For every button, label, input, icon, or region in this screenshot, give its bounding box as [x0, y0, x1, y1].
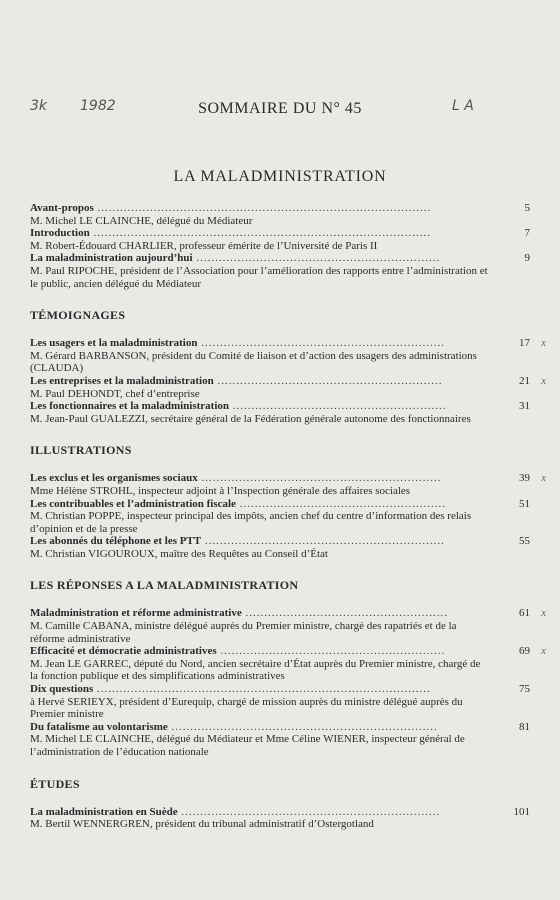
page-number: 7	[524, 227, 530, 240]
entry-heading-line	[30, 645, 546, 658]
entry-heading-line	[30, 337, 546, 350]
entry-author: M. Robert-Édouard CHARLIER, professeur émérite de l’Université de Paris II	[30, 239, 378, 252]
leader-dots: .......................................................................	[167, 720, 438, 733]
toc-entry	[30, 337, 546, 375]
entry-author: M. Jean-Paul GUALEZZI, secrétaire général de la Fédération générale autonome des fonctionnaires	[30, 412, 471, 425]
handwritten-note: 3k	[30, 98, 48, 114]
entry-heading-line	[30, 400, 530, 413]
toc-entry	[30, 806, 530, 831]
toc-section	[30, 308, 546, 425]
entry-title: Les exclus et les organismes sociaux	[30, 472, 198, 485]
entry-author: à Hervé SERIEYX, président d’Eurequip, chargé de mission auprès du ministre délégué auprès du Premier ministre	[30, 695, 463, 721]
entry-heading-line	[30, 806, 530, 819]
section-title: LES RÉPONSES A LA MALADMINISTRATION	[30, 578, 299, 593]
entry-title: Du fatalisme au volontarisme	[30, 720, 168, 733]
handwritten-check-mark: x	[541, 337, 546, 350]
toc-entry	[30, 607, 546, 645]
page-number: 21	[519, 374, 530, 387]
entry-author: M. Christian POPPE, inspecteur principal des impôts, ancien chef du centre d’information des relais d’opinion et de la presse	[30, 510, 472, 535]
entry-heading-line	[30, 374, 546, 388]
entry-author: M. Paul DEHONDT, chef d’entreprise	[30, 387, 200, 400]
toc-entry	[30, 374, 546, 400]
entry-title: Les usagers et la maladministration	[30, 337, 198, 350]
page-number: 101	[513, 805, 530, 818]
leader-dots: .........................................................................................	[93, 683, 431, 696]
leader-dots: ................................................................	[197, 472, 442, 485]
toc-entry	[30, 472, 546, 497]
toc-entry	[30, 645, 546, 683]
page-number: 61	[519, 607, 530, 620]
page-number: 51	[519, 497, 530, 510]
page-number: 55	[519, 535, 530, 548]
table-of-contents	[30, 200, 546, 849]
entry-title: Maladministration et réforme administrative	[30, 607, 242, 620]
page-number: 75	[519, 683, 530, 696]
entry-author: M. Jean LE GARREC, député du Nord, ancien secrétaire d’État auprès du Premier ministre, chargé de la fonction publique et des simplifications administratives	[30, 657, 481, 683]
leader-dots: .........................................................	[229, 400, 447, 413]
toc-entry	[30, 202, 530, 227]
page-number: 81	[519, 720, 530, 733]
toc-entry	[30, 252, 530, 290]
handwritten-note: L A	[452, 98, 474, 114]
entry-heading-line	[30, 683, 530, 696]
toc-section	[30, 443, 546, 560]
page-number: 39	[519, 472, 530, 485]
leader-dots: .................................................................	[192, 252, 441, 265]
toc-section	[30, 202, 530, 290]
leader-dots: ................................................................	[201, 535, 445, 548]
entry-title: La maladministration aujourd’hui	[30, 252, 193, 265]
toc-entry	[30, 227, 530, 252]
entry-heading-line	[30, 202, 530, 215]
entry-title: Les abonnés du téléphone et les PTT	[30, 535, 202, 548]
entry-author: M. Paul RIPOCHE, président de l’Association pour l’amélioration des rapports entre l’administration et le public, ancien délégué du Médiateur	[30, 264, 488, 290]
leader-dots: .......................................................	[235, 497, 446, 510]
toc-entry	[30, 498, 530, 536]
handwritten-note: 1982	[80, 98, 116, 114]
entry-heading-line	[30, 472, 546, 485]
section-title: TÉMOIGNAGES	[30, 308, 126, 323]
leader-dots: ............................................................	[213, 374, 443, 387]
entry-author: M. Christian VIGOUROUX, maître des Requêtes au Conseil d’État	[30, 547, 328, 560]
toc-entry	[30, 535, 530, 560]
entry-author: M. Michel LE CLAINCHE, délégué du Médiateur et Mme Céline WIENER, inspecteur général de l’administration de l’éducation nationale	[30, 733, 465, 758]
section-title: ILLUSTRATIONS	[30, 443, 132, 458]
entry-heading-line	[30, 607, 546, 620]
page-number: 9	[524, 252, 530, 265]
sommaire-heading: SOMMAIRE DU N° 45	[198, 100, 362, 117]
entry-heading-line	[30, 252, 530, 265]
toc-entry	[30, 721, 530, 759]
entry-author: M. Bertil WENNERGREN, président du tribunal administratif d’Ostergotland	[30, 818, 374, 831]
leader-dots: ..........................................................................................	[89, 227, 431, 240]
main-title: LA MALADMINISTRATION	[173, 168, 387, 185]
entry-heading-line	[30, 498, 530, 511]
entry-author: M. Michel LE CLAINCHE, délégué du Médiateur	[30, 214, 253, 227]
page-number: 69	[519, 645, 530, 658]
leader-dots: .....................................................................	[177, 805, 441, 818]
section-title: ÉTUDES	[30, 776, 80, 791]
toc-section	[30, 578, 546, 758]
handwritten-check-mark: x	[541, 472, 546, 485]
entry-title: Les contribuables et l’administration fiscale	[30, 497, 236, 510]
entry-heading-line	[30, 227, 530, 240]
toc-entry	[30, 683, 530, 721]
toc-section	[30, 777, 530, 831]
entry-title: Dix questions	[30, 683, 94, 696]
leader-dots: .................................................................	[197, 337, 445, 350]
entry-author: Mme Hélène STROHL, inspecteur adjoint à l’Inspection générale des affaires sociales	[30, 484, 411, 497]
handwritten-check-mark: x	[541, 607, 546, 620]
leader-dots: ......................................................	[241, 607, 448, 620]
entry-title: Avant-propos	[30, 202, 94, 214]
entry-title: Les fonctionnaires et la maladministration	[30, 400, 230, 413]
entry-heading-line	[30, 721, 530, 734]
entry-title: Efficacité et démocratie administratives	[30, 645, 217, 658]
entry-title: Introduction	[30, 227, 90, 240]
toc-entry	[30, 400, 530, 425]
leader-dots: ............................................................	[216, 645, 446, 658]
entry-title: La maladministration en Suède	[30, 805, 178, 818]
entry-heading-line	[30, 535, 530, 548]
handwritten-check-mark: x	[541, 374, 546, 387]
entry-author: M. Camille CABANA, ministre délégué auprès du Premier ministre, chargé des rapatriés et de la réforme administrative	[30, 620, 457, 645]
entry-title: Les entreprises et la maladministration	[30, 374, 214, 387]
entry-author: M. Gérard BARBANSON, président du Comité de liaison et d’action des usagers des administrations (CLAUDA)	[30, 349, 477, 375]
leader-dots: .........................................................................................	[93, 202, 432, 214]
page-number: 17	[519, 337, 530, 350]
page-number: 31	[519, 400, 530, 413]
handwritten-check-mark: x	[541, 645, 546, 658]
page-number: 5	[524, 202, 530, 214]
